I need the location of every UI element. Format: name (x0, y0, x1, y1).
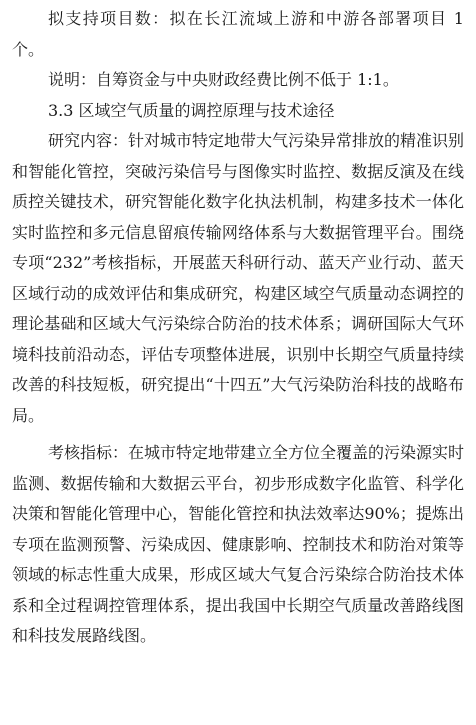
project-count-paragraph: 拟支持项目数：拟在长江流域上游和中游各部署项目 1 个。 (12, 9, 464, 59)
research-content-paragraph: 研究内容：针对城市特定地带大气污染异常排放的精准识别和智能化管控，突破污染信号与图像实时监控、数据反演及在线质控关键技术，研究智能化数字化执法机制，构建多技术一体化实时监控和多元信息留痕传输网络体系与大数据管理平台。围绕专项“232”考核指标，开展蓝天科研行动、蓝天产业行动、蓝天区域行动的成效评估和集成研究，构建区域空气质量动态调控的理论基础和区域大气污染综合防治的技术体系；调研国际大气环境科技前沿动态，评估专项整体进展，识别中长期空气质量持续改善的科技短板，研究提出“十四五”大气污染防治科技的战略布局。 (12, 131, 465, 425)
assessment-indicators-paragraph: 考核指标：在城市特定地带建立全方位全覆盖的污染源实时监测、数据传输和大数据云平台，初步形成数字化监管、科学化决策和智能化管理中心，智能化管控和执法效率达90%；提炼出专项在监测预警、污染成因、健康影响、控制技术和防治对策等领域的标志性重大成果，形成区域大气复合污染综合防治技术体系和全过程调控管理体系，提出我国中长期空气质量改善路线图和科技发展路线图。 (12, 443, 465, 645)
section-heading: 3.3 区域空气质量的调控原理与技术途径 (48, 100, 335, 120)
funding-note-paragraph: 说明：自筹资金与中央财政经费比例不低于 1:1。 (48, 70, 399, 89)
